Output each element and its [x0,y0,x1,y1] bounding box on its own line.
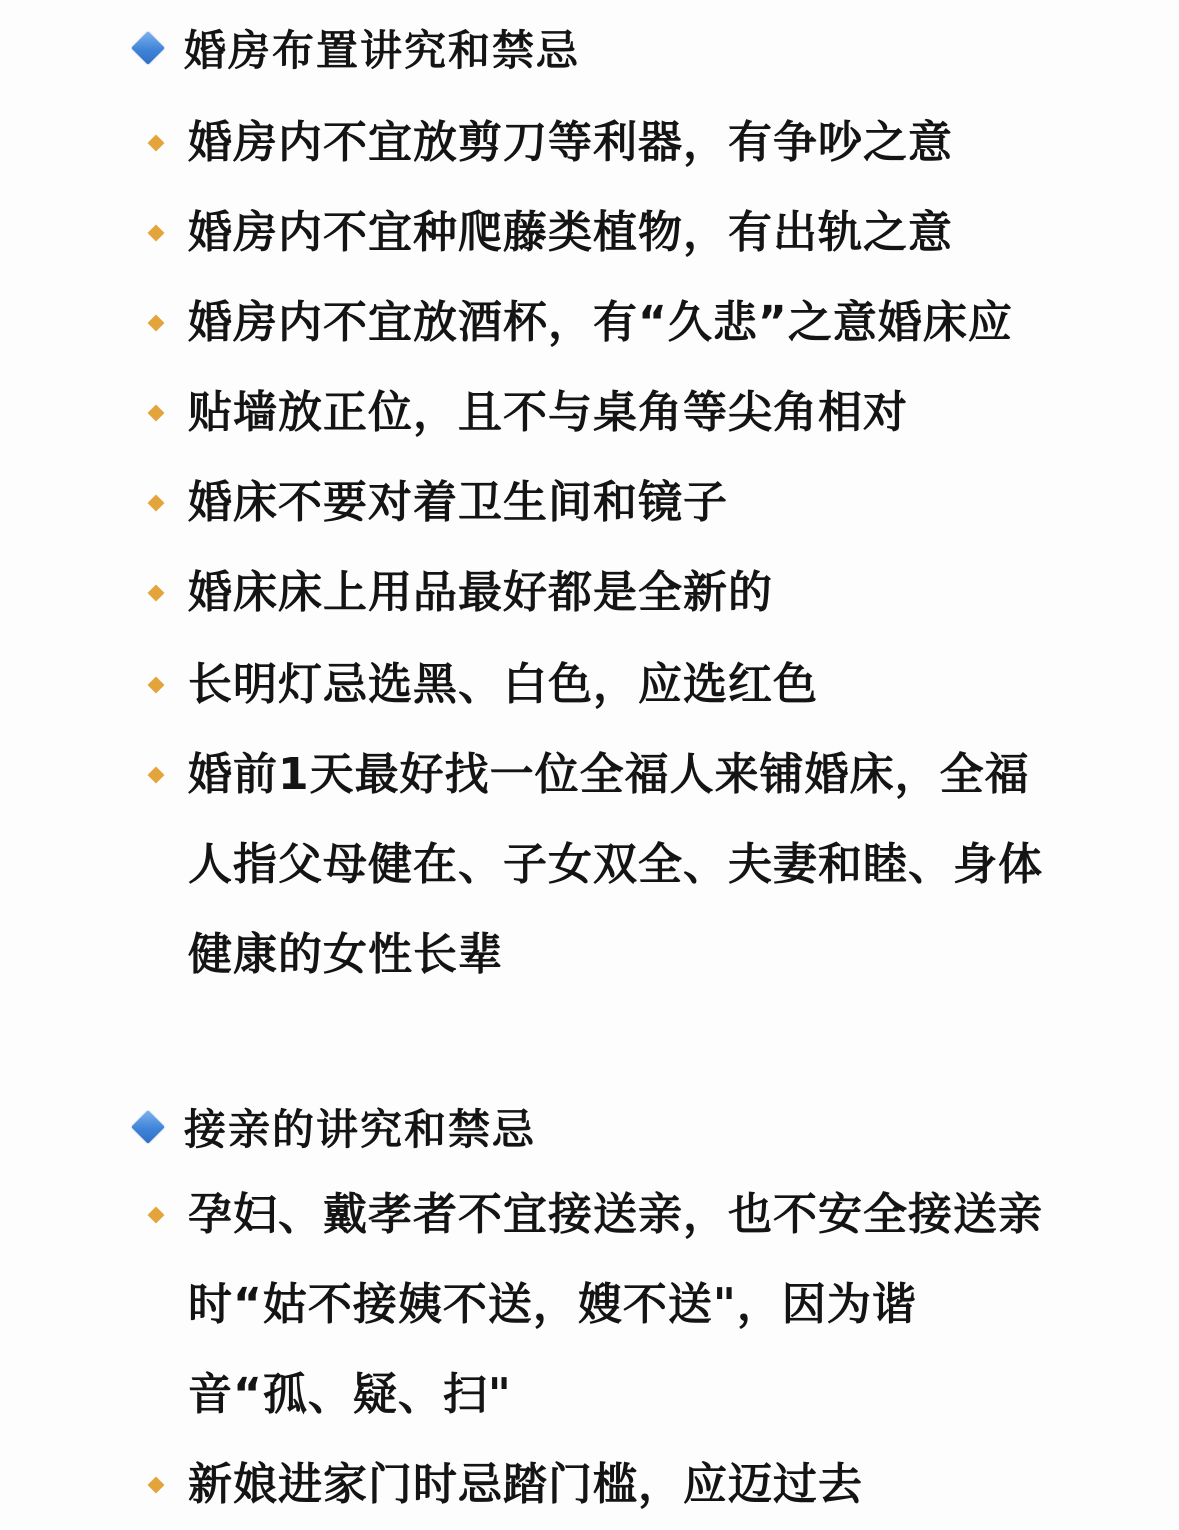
item-text: 人指父母健在、子女双全、夫妻和睦、身体 [188,839,1043,890]
item-text: 婚前1天最好找一位全福人来铺婚床，全福 [188,749,1030,800]
orange-diamond-bullet-icon [146,1205,166,1225]
list-item [146,655,818,715]
item-text: 婚房内不宜放剪刀等利器，有争吵之意 [188,117,953,168]
orange-diamond-bullet-icon [146,313,166,333]
item-text: 健康的女性长辈 [188,929,503,980]
orange-diamond-bullet-icon [146,223,166,243]
blue-diamond-icon [130,1109,166,1145]
item-text: 贴墙放正位，且不与桌角等尖角相对 [188,387,908,438]
item-text: 孕妇、戴孝者不宜接送亲，也不安全接送亲 [188,1189,1043,1240]
orange-diamond-bullet-icon [146,133,166,153]
section-heading-wedding-room [130,18,580,78]
section-title: 接亲的讲究和禁忌 [184,1105,537,1154]
list-item [146,563,773,623]
orange-diamond-bullet-icon [146,765,166,785]
orange-diamond-bullet-icon [146,583,166,603]
orange-diamond-bullet-icon [146,675,166,695]
orange-diamond-bullet-icon [146,1475,166,1495]
orange-diamond-bullet-icon [146,493,166,513]
list-item [146,745,1043,1015]
item-text: 婚床床上用品最好都是全新的 [188,567,773,618]
section-heading-pickup [130,1097,536,1157]
item-text: 长明灯忌选黑、白色，应选红色 [188,659,818,710]
list-item [146,293,1013,353]
list-item [146,1185,1043,1455]
list-item [146,473,728,533]
orange-diamond-bullet-icon [146,403,166,423]
item-text: 时“姑不接姨不送，嫂不送"，因为谐 [188,1279,917,1330]
list-item [146,383,908,443]
list-item [146,113,953,173]
blue-diamond-icon [130,30,166,66]
item-text: 新娘进家门时忌踏门槛，应迈过去 [188,1459,863,1510]
item-text: 婚房内不宜种爬藤类植物，有出轨之意 [188,207,953,258]
section-title: 婚房布置讲究和禁忌 [184,26,581,75]
item-text: 婚床不要对着卫生间和镜子 [188,477,728,528]
item-text: 音“孤、疑、扫" [188,1369,512,1420]
list-item [146,1455,863,1515]
item-text: 婚房内不宜放酒杯，有“久悲”之意婚床应 [188,297,1013,348]
list-item [146,203,953,263]
